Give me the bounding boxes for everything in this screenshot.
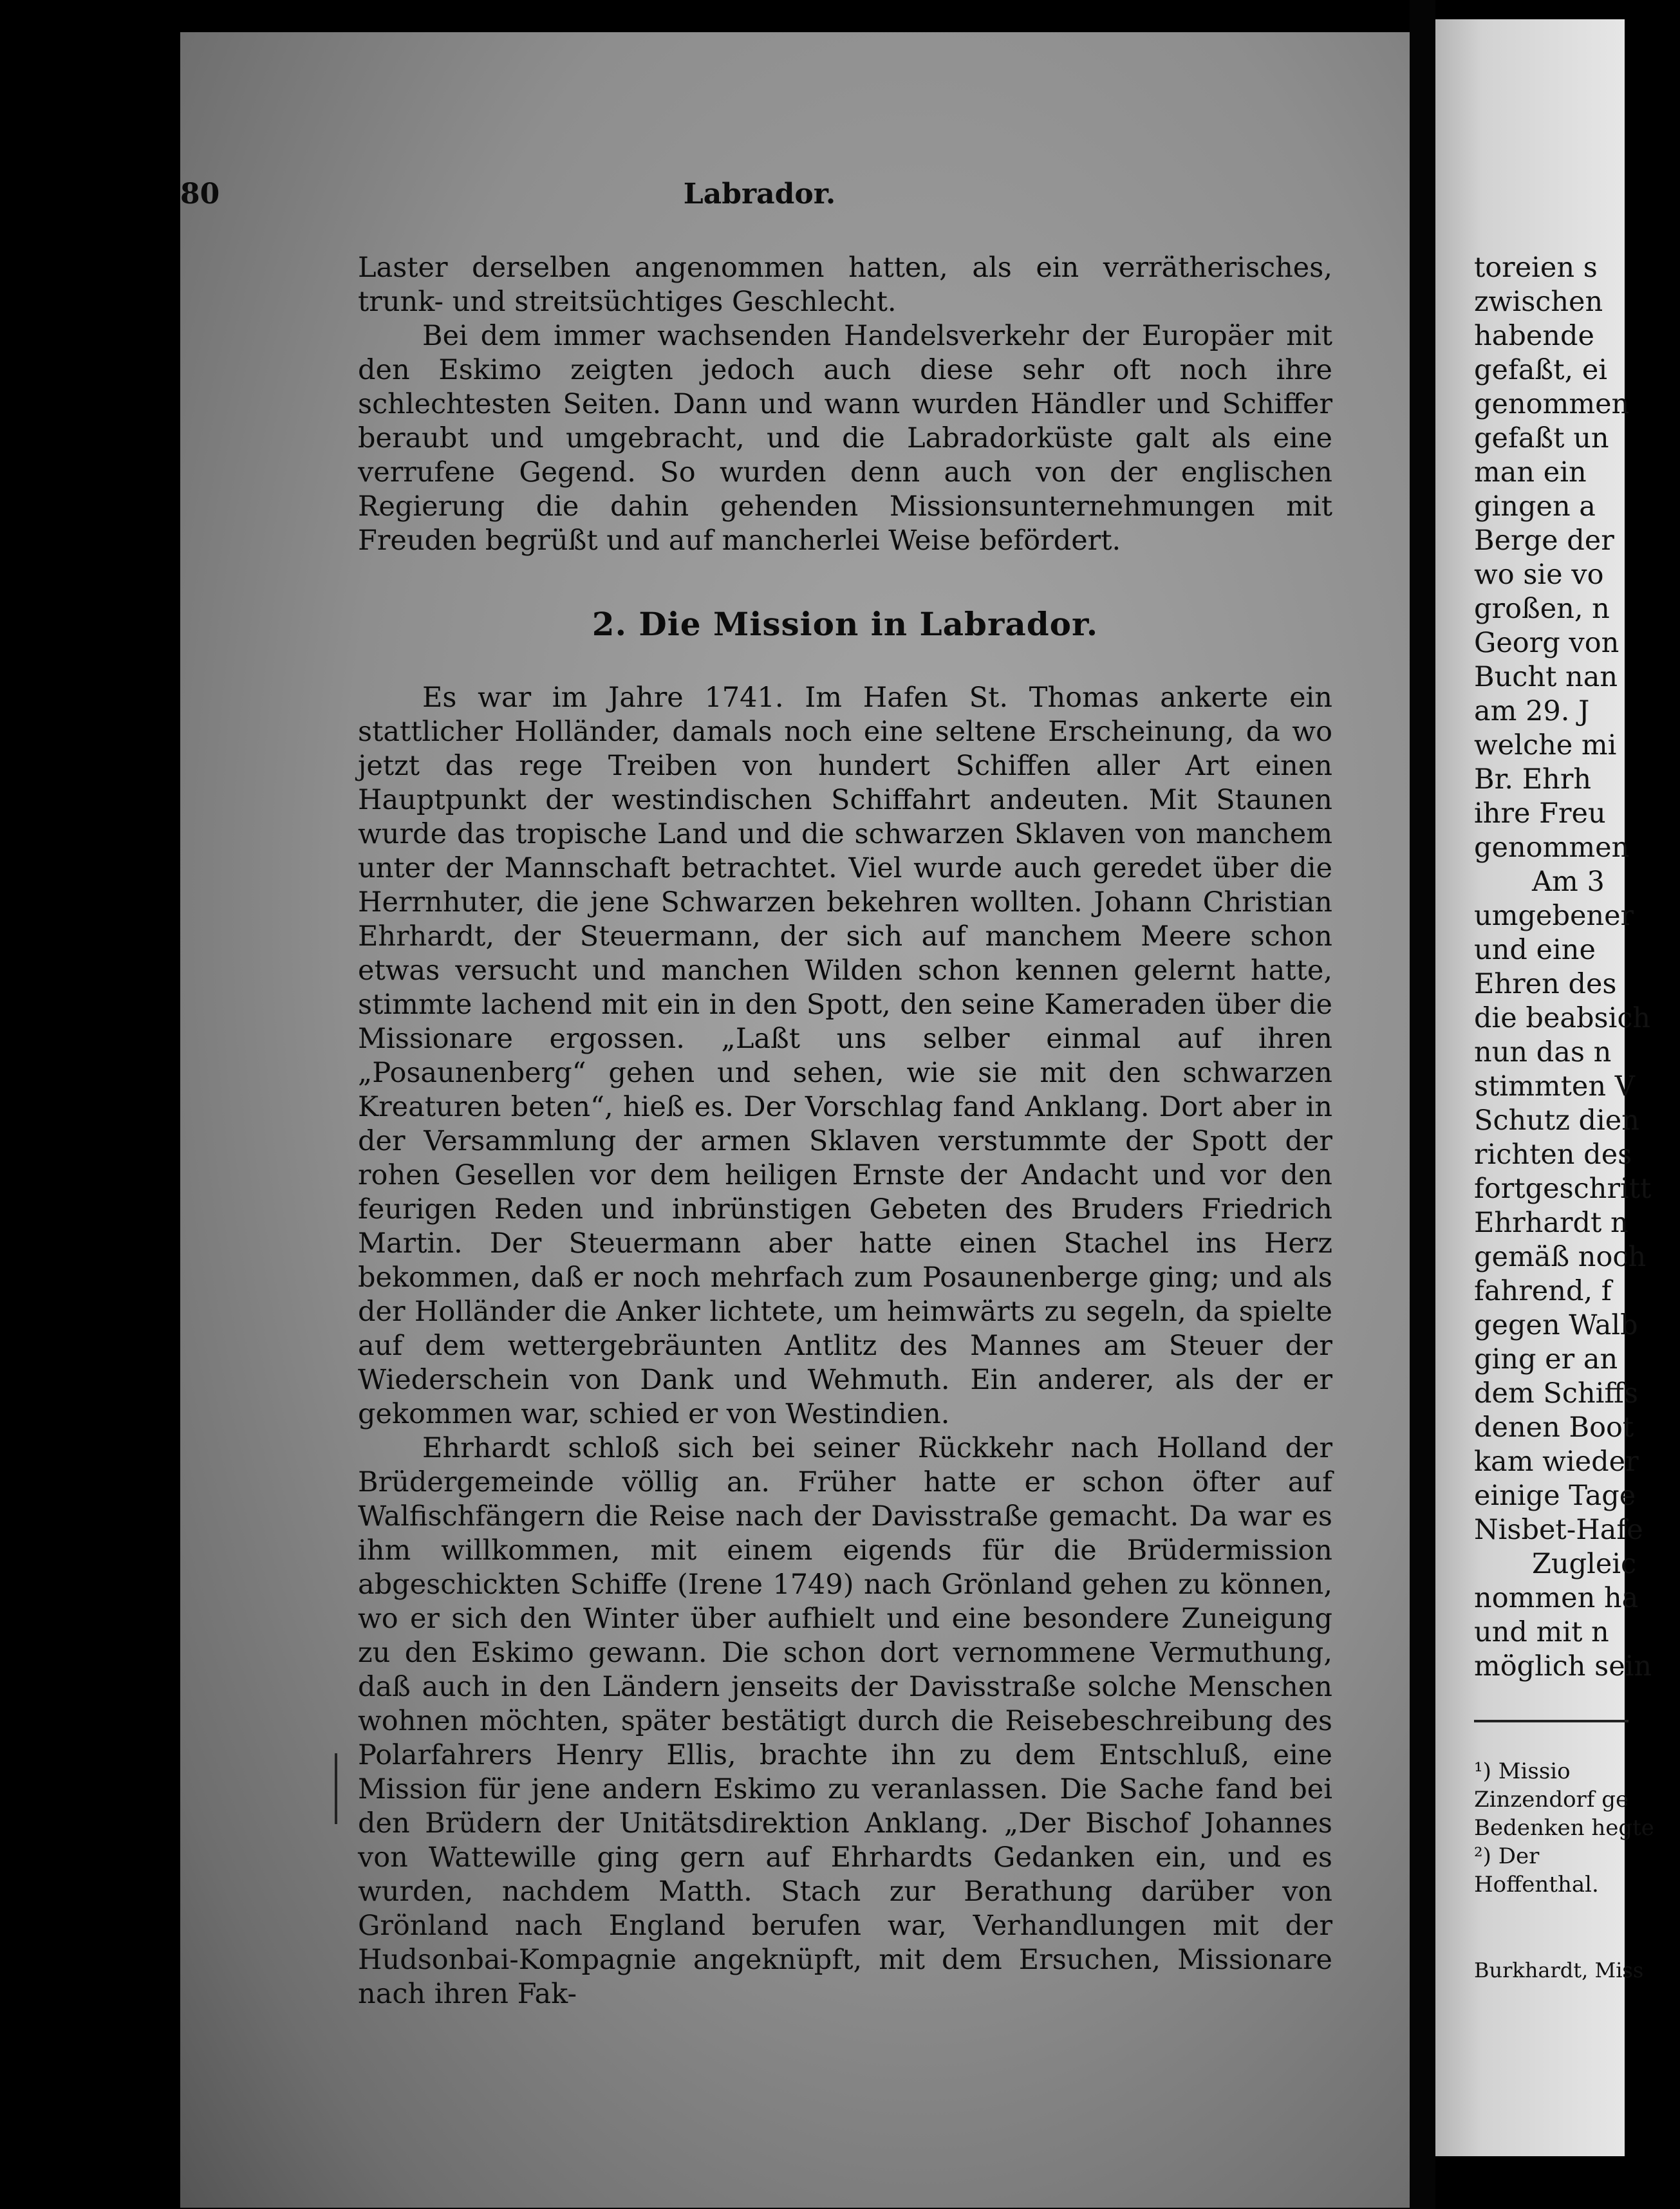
footnote-line: Hoffenthal. (1474, 1872, 1599, 1897)
right-page-line: man ein (1474, 456, 1587, 489)
running-head (180, 178, 1339, 216)
right-page-line: gefaßt un (1474, 422, 1609, 454)
footnote-line: ²) Der (1474, 1843, 1540, 1869)
right-page-line: einige Tage (1474, 1480, 1636, 1512)
right-page-line: Georg von (1474, 627, 1619, 659)
footnote-rule (1474, 1720, 1629, 1722)
right-page-line: großen, n (1474, 593, 1610, 625)
right-page-footnotes (1474, 1757, 1667, 1899)
footnote-line: Bedenken hegte (1474, 1815, 1654, 1841)
right-page-line: toreien s (1474, 252, 1598, 284)
paragraph: Es war im Jahre 1741. Im Hafen St. Thomas ankerte ein stattlicher Holländer, damals noch eine seltene Erscheinung, da wo jetzt das rege Treiben von hundert Schiffen aller Art einen Hauptpunkt der westindischen Schiffahrt andeuten. Mit Staunen wurde das tropische Land und die schwarzen Sklaven von manchem unter der Mannschaft betrachtet. Viel wurde auch geredet über die Herrnhuter, die jene Schwarzen bekehren wollten. Johann Christian Ehrhardt, der Steuermann, der sich auf manchem Meere schon etwas versucht und manchen Wilden schon kennen gelernt hatte, stimmte lachend mit ein in den Spott, den seine Kameraden über die Missionare ergossen. „Laßt uns selber einmal auf ihren „Posaunenberg“ gehen und sehen, wie sie mit den schwarzen Kreaturen beten“, hieß es. Der Vorschlag fand Anklang. Dort aber in der Versammlung der armen Sklaven verstummte der Spott der rohen Gesellen vor dem heiligen Ernste der Andacht und vor den feurigen Reden und inbrünstigen Gebeten des Bruders Friedrich Martin. Der Steuermann aber hatte einen Stachel ins Herz bekommen, daß er noch mehrfach zum Posaunenberge ging; und als der Holländer die Anker lichtete, um heimwärts zu segeln, da spielte auf dem wettergebräunten Antlitz des Mannes am Steuer der Wiederschein von Dank und Wehmuth. Ein anderer, als der er gekommen war, schied er von Westindien. (358, 682, 1332, 1430)
right-page-line: Schutz dien (1474, 1104, 1639, 1137)
right-page-line: richten des (1474, 1139, 1632, 1171)
right-page-line: und mit n (1474, 1616, 1609, 1648)
right-page-line: wo sie vo (1474, 559, 1604, 591)
right-page-line: fortgeschritt (1474, 1173, 1652, 1205)
section-heading: 2. Die Mission in Labrador. (592, 605, 1099, 643)
right-page-line: am 29. J (1474, 695, 1590, 727)
right-page-line: habende (1474, 320, 1594, 352)
right-page-line: genommen (1474, 388, 1630, 420)
right-page-line: umgebener (1474, 900, 1634, 932)
right-page-line: dem Schiffs (1474, 1377, 1639, 1410)
right-page-line: nun das n (1474, 1036, 1612, 1068)
book-gutter (1410, 0, 1435, 2209)
right-page-line: ging er an (1474, 1343, 1618, 1375)
right-page-line: und eine (1474, 934, 1596, 966)
right-page-line: Ehrhardt n (1474, 1207, 1629, 1239)
paragraph: Bei dem immer wachsenden Handelsverkehr der Europäer mit den Eskimo zeigten jedoch auch diese sehr oft noch ihre schlechtesten Seiten. Dann und wann wurden Händler und Schiffer beraubt und umgebracht, und die Labradorküste galt als eine verrufene Gegend. So wurden denn auch von der englischen Regierung die dahin gehenden Missionsunternehmungen mit Freuden begrüßt und auf mancherlei Weise befördert. (358, 320, 1332, 557)
right-page-text (1474, 251, 1680, 1684)
right-page-signature: Burkhardt, Miss (1474, 1958, 1644, 1982)
right-page-line: genommen (1474, 832, 1630, 864)
page-number: 80 (180, 178, 220, 210)
right-page-line: fahrend, f (1474, 1275, 1612, 1307)
right-page-line: gefaßt, ei (1474, 354, 1608, 386)
right-page-line: die beabsich (1474, 1002, 1651, 1034)
right-page-line: ihre Freu (1474, 797, 1606, 830)
right-page-line: nommen ha (1474, 1582, 1639, 1614)
right-page-line: gemäß noch (1474, 1241, 1647, 1273)
right-page-line: denen Boot (1474, 1412, 1634, 1444)
right-page-line: kam wieder (1474, 1446, 1639, 1478)
right-page (1435, 19, 1654, 2156)
footnote-line: ¹) Missio (1474, 1758, 1571, 1784)
right-page-line: stimmten V (1474, 1070, 1635, 1103)
right-page-line: gingen a (1474, 490, 1596, 523)
top-text-block (358, 251, 1332, 558)
right-page-line: Am 3 (1532, 866, 1605, 898)
right-page-line: welche mi (1474, 729, 1617, 761)
right-page-line: Nisbet-Hafe (1474, 1514, 1643, 1546)
main-text-block (358, 681, 1332, 2011)
paragraph: Ehrhardt schloß sich bei seiner Rückkehr nach Holland der Brüdergemeinde völlig an. Früher hatte er schon öfter auf Walfischfängern die Reise nach der Davisstraße gemacht. Da war es ihm willkommen, mit einem eigends für die Brüdermission abgeschickten Schiffe (Irene 1749) nach Grönland gehen zu können, wo er sich den Winter über aufhielt und eine besondere Zuneigung zu den Eskimo gewann. Die schon dort vernommene Vermuthung, daß auch in den Ländern jenseits der Davisstraße solche Menschen wohnen möchten, später bestätigt durch die Reisebeschreibung des Polarfahrers Henry Ellis, brachte ihn zu dem Entschluß, eine Mission für jene andern Eskimo zu veranlassen. Die Sache fand bei den Brüdern der Unitätsdirektion Anklang. „Der Bischof Johannes von Wattewille ging gern auf Ehrhardts Gedanken ein, und es wurden, nachdem Matth. Stach zur Berathung darüber von Grönland nach England berufen war, Verhandlungen mit der Hudsonbai-Kompagnie angeknüpft, mit dem Ersuchen, Missionare nach ihren Fak- (358, 1432, 1332, 2010)
right-page-line: gegen Walb (1474, 1309, 1638, 1341)
paragraph: Laster derselben angenommen hatten, als ein verrätherisches, trunk- und streitsüchtiges Geschlecht. (358, 252, 1332, 318)
right-page-line: möglich sein (1474, 1650, 1652, 1682)
right-page-line: Zugleic (1532, 1548, 1637, 1580)
footnote-line: Zinzendorf ge (1474, 1787, 1629, 1813)
right-page-line: Berge der (1474, 525, 1614, 557)
page-title: Labrador. (683, 178, 836, 210)
right-page-line: Br. Ehrh (1474, 763, 1592, 796)
margin-pencil-mark (335, 1753, 337, 1824)
right-page-line: zwischen (1474, 286, 1603, 318)
right-page-line: Bucht nan (1474, 661, 1618, 693)
right-page-line: Ehren des (1474, 968, 1617, 1000)
